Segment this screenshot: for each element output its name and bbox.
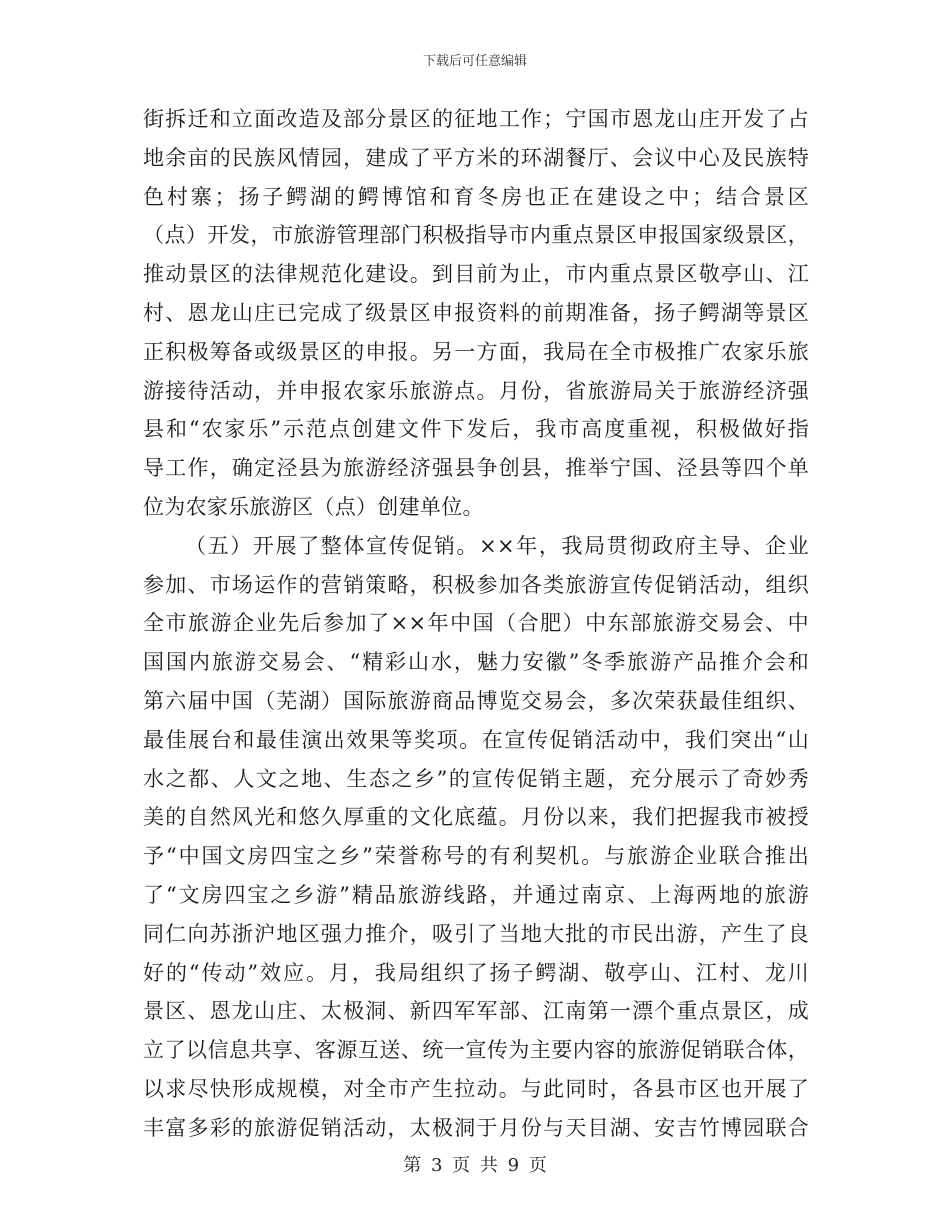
text-line: 水之都、人文之地、生态之乡”的宣传促销主题，充分展示了奇妙秀 — [143, 766, 809, 791]
text-line: 以求尽快形成规模，对全市产生拉动。与此同时，各县市区也开展了 — [143, 1076, 809, 1101]
text-line: 好的“传动”效应。月，我局组织了扬子鳄湖、敬亭山、江村、龙川 — [143, 960, 809, 985]
text-line: 导工作，确定泾县为旅游经济强县争创县，推举宁国、泾县等四个单 — [143, 456, 809, 481]
document-body — [143, 100, 809, 1148]
text-line: 街拆迁和立面改造及部分景区的征地工作；宁国市恩龙山庄开发了占 — [143, 107, 809, 131]
page-header: 下载后可任意编辑 — [422, 54, 527, 69]
text-line-paragraph-end: 位为农家乐旅游区（点）创建单位。 — [143, 494, 484, 519]
text-line: 县和“农家乐”示范点创建文件下发后，我市高度重视，积极做好指 — [143, 417, 809, 442]
text-line: 最佳展台和最佳演出效果等奖项。在宣传促销活动中，我们突出“山 — [143, 727, 809, 752]
text-line: 全市旅游企业先后参加了××年中国（合肥）中东部旅游交易会、中 — [143, 611, 809, 636]
text-line: 参加、市场运作的营销策略，积极参加各类旅游宣传促销活动，组织 — [143, 572, 809, 597]
text-line: 了“文房四宝之乡游”精品旅游线路，并通过南京、上海两地的旅游 — [143, 882, 809, 907]
text-line: 同仁向苏浙沪地区强力推介，吸引了当地大批的市民出游，产生了良 — [143, 921, 809, 946]
text-line: 景区、恩龙山庄、太极洞、新四军军部、江南第一漂个重点景区，成 — [143, 999, 809, 1024]
text-line: 丰富多彩的旅游促销活动，太极洞于月份与天目湖、安吉竹博园联合 — [143, 1115, 809, 1140]
text-line: 国国内旅游交易会、“精彩山水，魅力安徽”冬季旅游产品推介会和 — [143, 650, 809, 675]
text-line: 地余亩的民族风情园，建成了平方米的环湖餐厅、会议中心及民族特 — [143, 145, 809, 170]
text-line: 第六届中国（芜湖）国际旅游商品博览交易会，多次荣获最佳组织、 — [143, 688, 809, 713]
text-line: 美的自然风光和悠久厚重的文化底蕴。月份以来，我们把握我市被授 — [143, 805, 809, 830]
text-line: （点）开发，市旅游管理部门积极指导市内重点景区申报国家级景区， — [143, 223, 809, 248]
text-line: 游接待活动，并申报农家乐旅游点。月份，省旅游局关于旅游经济强 — [143, 378, 809, 403]
text-line: 立了以信息共享、客源互送、统一宣传为主要内容的旅游促销联合体， — [143, 1038, 809, 1063]
text-line: 推动景区的法律规范化建设。到目前为止，市内重点景区敬亭山、江 — [143, 262, 809, 287]
text-line: 村、恩龙山庄已完成了级景区申报资料的前期准备，扬子鳄湖等景区 — [143, 300, 809, 325]
text-line: 正积极筹备或级景区的申报。另一方面，我局在全市极推广农家乐旅 — [143, 339, 809, 364]
text-line: 予“中国文房四宝之乡”荣誉称号的有利契机。与旅游企业联合推出 — [143, 844, 809, 869]
page-footer: 第 3 页 共 9 页 — [403, 1155, 547, 1176]
section-heading-line: （五）开展了整体宣传促销。××年，我局贯彻政府主导、企业 — [185, 533, 809, 558]
text-line: 色村寨；扬子鳄湖的鳄博馆和育冬房也正在建设之中；结合景区 — [143, 184, 809, 209]
